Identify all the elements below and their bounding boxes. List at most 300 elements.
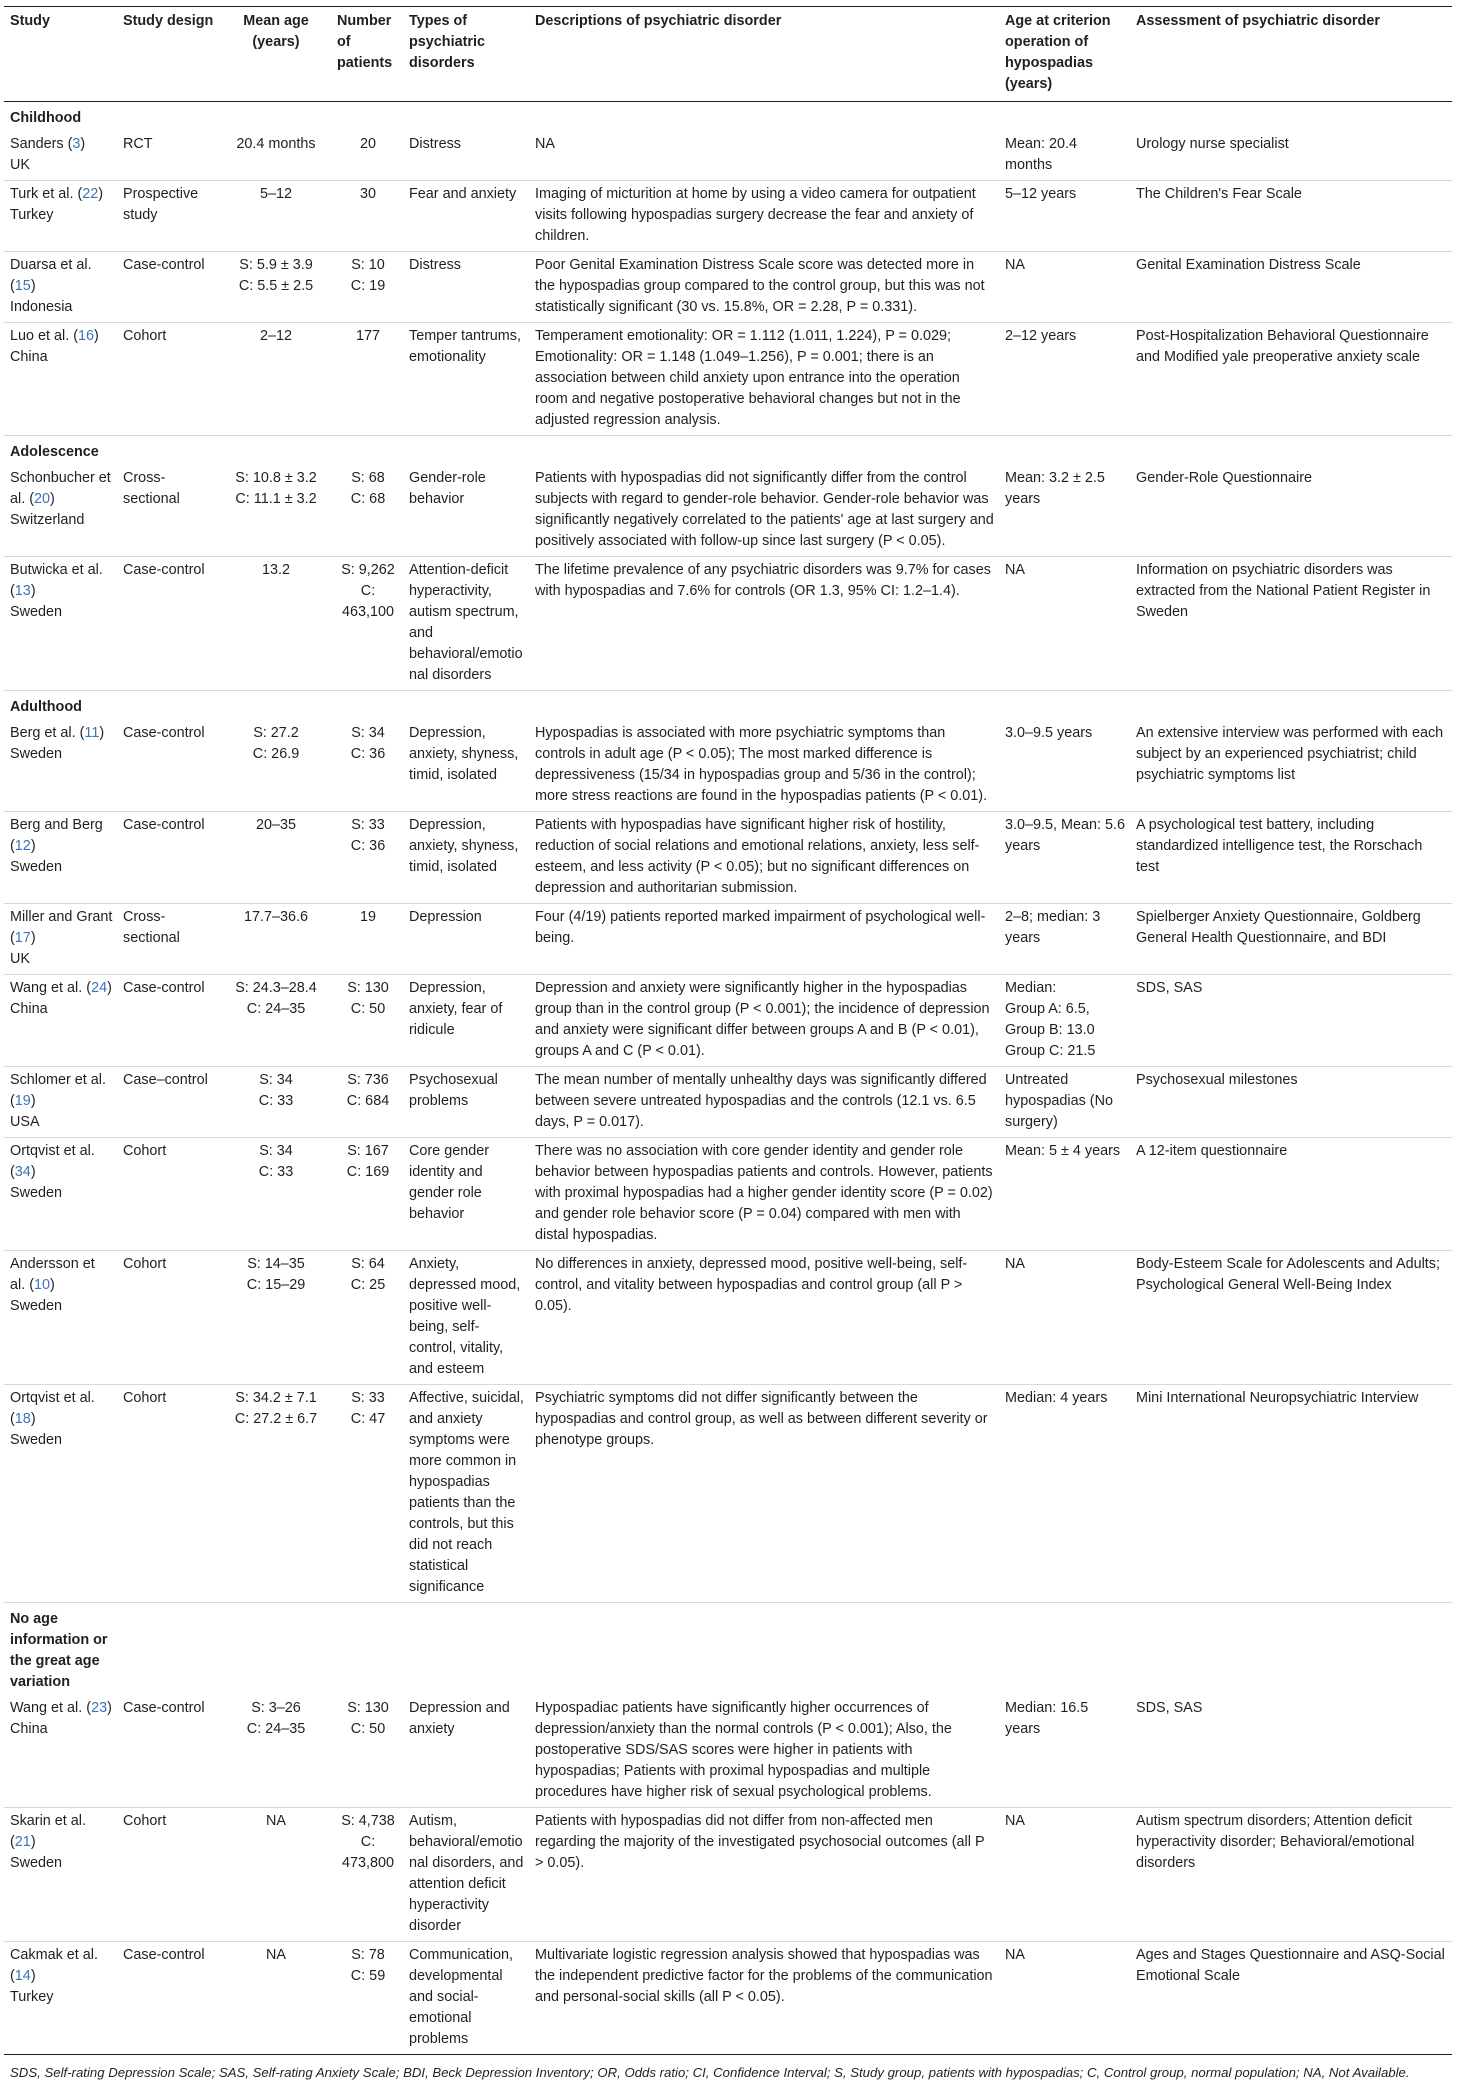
empty-cell (999, 691, 1130, 721)
study-cell (4, 812, 117, 904)
operation-age-cell: Median: 16.5 years (999, 1695, 1130, 1808)
column-header: Descriptions of psychiatric disorder (529, 7, 999, 102)
section-title: Adolescence (10, 444, 99, 460)
column-header: Study (4, 7, 117, 102)
section-row (4, 102, 1452, 132)
study-author: Sanders (10, 136, 64, 152)
empty-cell (999, 102, 1130, 132)
table-footnote: SDS, Self-rating Depression Scale; SAS, Self-rating Anxiety Scale; BDI, Beck Depression Inventory; OR, Odds ratio; CI, Confidence Interval; S, Study group, patients with hypospadias; C, Control group, normal population; NA, Not Available. (10, 2065, 1410, 2080)
mean-age-value: C: 11.1 ± 3.2 (235, 491, 317, 507)
study-country: Switzerland (10, 512, 85, 528)
description-cell: Patients with hypospadias did not significantly differ from the control subjects with regard to gender-role behavior. Gender-role behavior was significantly negatively correlated to the patients' age at last surgery and positively associated with follow-up since last surgery (P < 0.05). (529, 465, 999, 557)
study-author: Luo et al. (10, 328, 70, 344)
mean-age-value: 17.7–36.6 (243, 909, 309, 925)
patients-value: C: 47 (350, 1411, 386, 1427)
column-header: Number of patients (331, 7, 403, 102)
study-design-cell: Cross-sectional (117, 904, 219, 975)
empty-cell (403, 436, 529, 466)
operation-age-cell: Mean: 20.4 months (999, 131, 1130, 181)
study-author: Berg et al. (10, 725, 76, 741)
assessment-cell: A 12-item questionnaire (1130, 1138, 1452, 1251)
table-row (4, 1942, 1452, 2055)
open-paren: ( (10, 1834, 15, 1850)
assessment-cell: An extensive interview was performed with each subject by an experienced psychiatrist; child psychiatric symptoms list (1130, 720, 1452, 812)
open-paren: ( (25, 1277, 34, 1293)
close-paren: ) (50, 1277, 55, 1293)
assessment-cell: A psychological test battery, including standardized intelligence test, the Rorschach test (1130, 812, 1452, 904)
study-cell (4, 557, 117, 691)
patients-value: S: 33 (351, 817, 385, 833)
disorder-types-cell: Depression and anxiety (403, 1695, 529, 1808)
patients-value: 30 (359, 186, 376, 202)
study-author: Skarin et al. (10, 1813, 86, 1829)
empty-cell (1130, 691, 1452, 721)
table-row (4, 1251, 1452, 1385)
study-country: Sweden (10, 1855, 63, 1871)
close-paren: ) (30, 1164, 36, 1180)
patients-value: C: 36 (350, 838, 386, 854)
patients-value: S: 68 (351, 470, 385, 486)
mean-age-cell (219, 812, 331, 904)
close-paren: ) (30, 1968, 36, 1984)
mean-age-cell (219, 720, 331, 812)
disorder-types-cell: Distress (403, 131, 529, 181)
table-row (4, 812, 1452, 904)
mean-age-value: S: 34 (259, 1072, 293, 1088)
section-row (4, 1603, 1452, 1696)
patients-cell (331, 557, 403, 691)
description-cell: Poor Genital Examination Distress Scale score was detected more in the hypospadias group compared to the control group, but this was not statistically significant (30 vs. 15.8%, OR = 2.28, P = 0.331). (529, 252, 999, 323)
close-paren: ) (30, 583, 36, 599)
reference-link[interactable]: 14 (14, 1968, 31, 1984)
operation-age-cell (999, 975, 1130, 1067)
table-row (4, 904, 1452, 975)
operation-age-line: Group C: 21.5 (1005, 1043, 1096, 1059)
assessment-cell: Information on psychiatric disorders was extracted from the National Patient Register in Sweden (1130, 557, 1452, 691)
assessment-cell: SDS, SAS (1130, 975, 1452, 1067)
study-author: Schonbucher et al. (10, 470, 111, 507)
mean-age-value: C: 5.5 ± 2.5 (238, 278, 314, 294)
patients-value: C: 684 (346, 1093, 390, 1109)
disorder-types-cell: Autism, behavioral/emotional disorders, and attention deficit hyperactivity disorder (403, 1808, 529, 1942)
mean-age-cell (219, 557, 331, 691)
close-paren: ) (107, 1700, 112, 1716)
description-cell: Multivariate logistic regression analysis showed that hypospadias was the independent predictive factor for the problems of the communication and personal-social skills (all P < 0.05). (529, 1942, 999, 2055)
description-cell: Hypospadiac patients have significantly higher occurrences of depression/anxiety than the normal controls (P < 0.001); Also, the postoperative SDS/SAS scores were higher in patients with hypospadias; Patients with proximal hypospadias and multiple procedures have higher risk of sexual psychological problems. (529, 1695, 999, 1808)
study-cell (4, 1251, 117, 1385)
study-country: UK (10, 951, 30, 967)
mean-age-value: S: 5.9 ± 3.9 (239, 257, 313, 273)
open-paren: ( (25, 491, 34, 507)
patients-cell (331, 131, 403, 181)
patients-cell (331, 1385, 403, 1603)
study-cell (4, 1942, 117, 2055)
open-paren: ( (10, 1411, 15, 1427)
patients-cell (331, 323, 403, 436)
column-header: Assessment of psychiatric disorder (1130, 7, 1452, 102)
study-author: Turk et al. (10, 186, 74, 202)
section-row (4, 691, 1452, 721)
disorder-types-cell: Depression, anxiety, fear of ridicule (403, 975, 529, 1067)
empty-cell (331, 436, 403, 466)
open-paren: ( (10, 278, 15, 294)
patients-value: C: 19 (350, 278, 386, 294)
empty-cell (1130, 436, 1452, 466)
study-cell (4, 720, 117, 812)
study-design-cell: Cross-sectional (117, 465, 219, 557)
mean-age-value: NA (266, 1813, 286, 1829)
reference-link[interactable]: 19 (14, 1093, 31, 1109)
operation-age-cell: 2–8; median: 3 years (999, 904, 1130, 975)
empty-cell (219, 102, 331, 132)
column-header: Age at criterion operation of hypospadias (years) (999, 7, 1130, 102)
operation-age-line: Median: (1005, 980, 1057, 996)
mean-age-value: C: 24–35 (246, 1721, 306, 1737)
reference-link[interactable]: 24 (91, 980, 108, 996)
column-header: Study design (117, 7, 219, 102)
patients-value: C: 473,800 (341, 1834, 395, 1871)
patients-value: S: 736 (347, 1072, 389, 1088)
study-country: Sweden (10, 604, 63, 620)
patients-cell (331, 1138, 403, 1251)
study-citation (10, 184, 113, 205)
assessment-cell: SDS, SAS (1130, 1695, 1452, 1808)
study-country: Turkey (10, 1989, 54, 2005)
operation-age-cell: 5–12 years (999, 181, 1130, 252)
mean-age-value: S: 10.8 ± 3.2 (235, 470, 317, 486)
description-cell: No differences in anxiety, depressed mood, positive well-being, self-control, and vitality between hypospadias and control group (all P > 0.05). (529, 1251, 999, 1385)
study-author: Wang et al. (10, 980, 83, 996)
assessment-cell: Genital Examination Distress Scale (1130, 252, 1452, 323)
study-citation (10, 255, 113, 297)
study-citation (10, 907, 113, 949)
open-paren: ( (10, 1968, 15, 1984)
operation-age-cell: 3.0–9.5, Mean: 5.6 years (999, 812, 1130, 904)
mean-age-value: S: 34 (259, 1143, 293, 1159)
description-cell: Imaging of micturition at home by using a video camera for outpatient visits following hypospadias surgery decrease the fear and anxiety of children. (529, 181, 999, 252)
close-paren: ) (30, 1093, 36, 1109)
assessment-cell: Gender-Role Questionnaire (1130, 465, 1452, 557)
study-country: China (10, 349, 48, 365)
mean-age-cell (219, 131, 331, 181)
reference-link[interactable]: 10 (34, 1277, 51, 1293)
table-row (4, 1138, 1452, 1251)
open-paren: ( (10, 583, 15, 599)
table-row (4, 465, 1452, 557)
table-row (4, 975, 1452, 1067)
empty-cell (999, 1603, 1130, 1696)
table-row (4, 1385, 1452, 1603)
description-cell: Patients with hypospadias did not differ from non-affected men regarding the majority of the investigated psychosocial outcomes (all P > 0.05). (529, 1808, 999, 1942)
description-cell: Patients with hypospadias have significant higher risk of hostility, reduction of social relations and emotional relations, anxiety, less self-esteem, and less activity (P < 0.05); but no significant differences on depression and authoritarian submission. (529, 812, 999, 904)
operation-age-cell: NA (999, 252, 1130, 323)
study-author: Andersson et al. (10, 1256, 95, 1293)
mean-age-value: 13.2 (261, 562, 290, 578)
open-paren: ( (75, 725, 85, 741)
operation-age-cell: NA (999, 1808, 1130, 1942)
close-paren: ) (107, 980, 112, 996)
study-cell (4, 975, 117, 1067)
study-design-cell: Case-control (117, 557, 219, 691)
assessment-cell: Mini International Neuropsychiatric Interview (1130, 1385, 1452, 1603)
patients-value: C: 50 (350, 1721, 386, 1737)
assessment-cell: Ages and Stages Questionnaire and ASQ-Social Emotional Scale (1130, 1942, 1452, 2055)
patients-cell (331, 975, 403, 1067)
description-cell: Depression and anxiety were significantly higher in the hypospadias group than in the control group (P < 0.001); the incidence of depression and anxiety were significant differ between groups A and B (P < 0.01), groups A and C (P < 0.01). (529, 975, 999, 1067)
study-citation (10, 723, 113, 744)
study-citation (10, 326, 113, 347)
study-country: USA (10, 1114, 40, 1130)
study-citation (10, 134, 113, 155)
column-header: Types of psychiatric disorders (403, 7, 529, 102)
patients-cell (331, 1251, 403, 1385)
study-citation (10, 815, 113, 857)
study-country: UK (10, 157, 30, 173)
reference-link[interactable]: 21 (14, 1834, 31, 1850)
patients-value: C: 68 (350, 491, 386, 507)
patients-cell (331, 812, 403, 904)
patients-value: S: 33 (351, 1390, 385, 1406)
operation-age-cell: Mean: 3.2 ± 2.5 years (999, 465, 1130, 557)
study-cell (4, 181, 117, 252)
reference-link[interactable]: 23 (91, 1700, 108, 1716)
reference-link[interactable]: 13 (14, 583, 31, 599)
open-paren: ( (63, 136, 73, 152)
open-paren: ( (82, 1700, 92, 1716)
disorder-types-cell: Affective, suicidal, and anxiety symptoms were more common in hypospadias patients than the controls, but this did not reach statistical significance (403, 1385, 529, 1603)
empty-cell (117, 102, 219, 132)
patients-cell (331, 1808, 403, 1942)
empty-cell (219, 436, 331, 466)
empty-cell (219, 691, 331, 721)
study-design-cell: Cohort (117, 1808, 219, 1942)
empty-cell (117, 436, 219, 466)
study-design-cell: Cohort (117, 1385, 219, 1603)
empty-cell (529, 102, 999, 132)
patients-cell (331, 1067, 403, 1138)
assessment-cell: Psychosexual milestones (1130, 1067, 1452, 1138)
mean-age-value: C: 24–35 (246, 1001, 306, 1017)
operation-age-cell: 3.0–9.5 years (999, 720, 1130, 812)
mean-age-value: S: 27.2 (253, 725, 299, 741)
study-design-cell: RCT (117, 131, 219, 181)
patients-cell (331, 1695, 403, 1808)
patients-cell (331, 252, 403, 323)
open-paren: ( (10, 838, 15, 854)
mean-age-value: C: 27.2 ± 6.7 (234, 1411, 318, 1427)
mean-age-cell (219, 975, 331, 1067)
mean-age-value: NA (266, 1947, 286, 1963)
disorder-types-cell: Anxiety, depressed mood, positive well-being, self-control, vitality, and esteem (403, 1251, 529, 1385)
study-cell (4, 323, 117, 436)
patients-cell (331, 1942, 403, 2055)
patients-cell (331, 720, 403, 812)
study-citation (10, 1811, 113, 1853)
studies-table (4, 6, 1452, 2055)
mean-age-cell (219, 465, 331, 557)
study-citation (10, 468, 113, 510)
mean-age-cell (219, 1138, 331, 1251)
reference-link[interactable]: 17 (14, 930, 31, 946)
description-cell: The mean number of mentally unhealthy days was significantly differed between severe untreated hypospadias and the controls (12.1 vs. 6.5 days, P = 0.017). (529, 1067, 999, 1138)
mean-age-value: C: 26.9 (252, 746, 300, 762)
description-cell: Psychiatric symptoms did not differ significantly between the hypospadias and control group, as well as between different severity or phenotype groups. (529, 1385, 999, 1603)
description-cell: There was no association with core gender identity and gender role behavior between hypospadias patients and controls. However, patients with proximal hypospadias had a higher gender identity score (P = 0.02) and gender role behavior score (P = 0.04) compared with men with distal hypospadias. (529, 1138, 999, 1251)
reference-link[interactable]: 18 (14, 1411, 31, 1427)
assessment-cell: Autism spectrum disorders; Attention deficit hyperactivity disorder; Behavioral/emotional disorders (1130, 1808, 1452, 1942)
disorder-types-cell: Attention-deficit hyperactivity, autism spectrum, and behavioral/emotional disorders (403, 557, 529, 691)
table-row (4, 1695, 1452, 1808)
operation-age-cell: Untreated hypospadias (No surgery) (999, 1067, 1130, 1138)
operation-age-line: Group A: 6.5, (1005, 1001, 1090, 1017)
study-design-cell: Prospective study (117, 181, 219, 252)
description-cell: Four (4/19) patients reported marked impairment of psychological well-being. (529, 904, 999, 975)
patients-value: C: 59 (350, 1968, 386, 1984)
mean-age-value: C: 33 (258, 1093, 294, 1109)
study-design-cell: Case–control (117, 1067, 219, 1138)
study-author: Schlomer et al. (10, 1072, 106, 1088)
patients-value: 19 (359, 909, 376, 925)
operation-age-cell: NA (999, 1251, 1130, 1385)
open-paren: ( (10, 930, 15, 946)
operation-age-cell: Mean: 5 ± 4 years (999, 1138, 1130, 1251)
reference-link[interactable]: 20 (34, 491, 51, 507)
empty-cell (403, 691, 529, 721)
patients-value: C: 25 (350, 1277, 386, 1293)
study-country: Sweden (10, 1298, 63, 1314)
study-design-cell: Cohort (117, 323, 219, 436)
operation-age-line: Group B: 13.0 (1005, 1022, 1095, 1038)
reference-link[interactable]: 15 (14, 278, 31, 294)
study-design-cell: Case-control (117, 812, 219, 904)
table-row (4, 720, 1452, 812)
operation-age-cell: NA (999, 1942, 1130, 2055)
empty-cell (529, 1603, 999, 1696)
empty-cell (117, 691, 219, 721)
mean-age-cell (219, 1067, 331, 1138)
patients-value: C: 169 (346, 1164, 390, 1180)
mean-age-cell (219, 323, 331, 436)
close-paren: ) (30, 278, 36, 294)
mean-age-cell (219, 1385, 331, 1603)
study-cell (4, 252, 117, 323)
assessment-cell: Body-Esteem Scale for Adolescents and Adults; Psychological General Well-Being Index (1130, 1251, 1452, 1385)
empty-cell (331, 1603, 403, 1696)
reference-link[interactable]: 16 (78, 328, 95, 344)
mean-age-value: 20–35 (255, 817, 297, 833)
study-design-cell: Case-control (117, 252, 219, 323)
mean-age-value: 5–12 (259, 186, 292, 202)
close-paren: ) (98, 186, 104, 202)
study-citation (10, 1141, 113, 1183)
study-country: Sweden (10, 1185, 63, 1201)
mean-age-value: S: 14–35 (247, 1256, 305, 1272)
study-author: Berg and Berg (10, 817, 103, 833)
patients-cell (331, 904, 403, 975)
empty-cell (1130, 1603, 1452, 1696)
patients-value: C: 50 (350, 1001, 386, 1017)
table-row (4, 181, 1452, 252)
mean-age-value: C: 15–29 (246, 1277, 306, 1293)
patients-value: S: 167 (347, 1143, 389, 1159)
open-paren: ( (82, 980, 92, 996)
empty-cell (403, 1603, 529, 1696)
study-citation (10, 1945, 113, 1987)
study-citation (10, 560, 113, 602)
patients-cell (331, 465, 403, 557)
table-row (4, 131, 1452, 181)
patients-value: S: 10 (351, 257, 385, 273)
disorder-types-cell: Gender-role behavior (403, 465, 529, 557)
mean-age-value: S: 34.2 ± 7.1 (235, 1390, 317, 1406)
close-paren: ) (94, 328, 99, 344)
patients-value: C: 36 (350, 746, 386, 762)
study-citation (10, 1698, 113, 1719)
study-cell (4, 131, 117, 181)
description-cell: NA (529, 131, 999, 181)
patients-value: 20 (359, 136, 376, 152)
study-design-cell: Cohort (117, 1251, 219, 1385)
reference-link[interactable]: 12 (14, 838, 31, 854)
mean-age-cell (219, 252, 331, 323)
mean-age-cell (219, 1808, 331, 1942)
close-paren: ) (30, 930, 36, 946)
disorder-types-cell: Communication, developmental and social-emotional problems (403, 1942, 529, 2055)
empty-cell (529, 436, 999, 466)
patients-value: C: 463,100 (341, 583, 395, 620)
patients-value: S: 130 (347, 980, 389, 996)
table-body (4, 102, 1452, 2055)
study-author: Miller and Grant (10, 909, 113, 925)
assessment-cell: Urology nurse specialist (1130, 131, 1452, 181)
description-cell: The lifetime prevalence of any psychiatric disorders was 9.7% for cases with hypospadias and 7.6% for controls (OR 1.3, 95% CI: 1.2–1.4). (529, 557, 999, 691)
mean-age-cell (219, 1251, 331, 1385)
study-design-cell: Case-control (117, 1695, 219, 1808)
section-title: No age information or the great age variation (10, 1611, 108, 1690)
study-cell (4, 1808, 117, 1942)
reference-link[interactable]: 11 (84, 725, 100, 741)
table-row (4, 1067, 1452, 1138)
reference-link[interactable]: 3 (72, 136, 81, 152)
reference-link[interactable]: 34 (14, 1164, 31, 1180)
study-country: Sweden (10, 746, 63, 762)
study-author: Wang et al. (10, 1700, 83, 1716)
study-citation (10, 1388, 113, 1430)
disorder-types-cell: Depression, anxiety, shyness, timid, isolated (403, 720, 529, 812)
disorder-types-cell: Temper tantrums, emotionality (403, 323, 529, 436)
study-cell (4, 1067, 117, 1138)
section-title: Childhood (10, 110, 82, 126)
section-row (4, 436, 1452, 466)
empty-cell (331, 691, 403, 721)
patients-cell (331, 181, 403, 252)
study-design-cell: Cohort (117, 1138, 219, 1251)
close-paren: ) (80, 136, 86, 152)
empty-cell (999, 436, 1130, 466)
study-country: Turkey (10, 207, 54, 223)
description-cell: Hypospadias is associated with more psychiatric symptoms than controls in adult age (P < 0.05); The most marked difference is depressiveness (15/34 in hypospadias group and 5/36 in the control); more stress reactions are found in the hypospadias patients (P < 0.01). (529, 720, 999, 812)
empty-cell (331, 102, 403, 132)
open-paren: ( (69, 328, 79, 344)
patients-value: S: 9,262 (341, 562, 395, 578)
close-paren: ) (30, 1411, 36, 1427)
study-cell (4, 1695, 117, 1808)
disorder-types-cell: Fear and anxiety (403, 181, 529, 252)
reference-link[interactable]: 22 (82, 186, 99, 202)
description-cell: Temperament emotionality: OR = 1.112 (1.011, 1.224), P = 0.029; Emotionality: OR = 1.148 (1.049–1.256), P = 0.001; there is an association between child anxiety upon entrance into the operation room and negative postoperative behavioral changes but not in the adjusted regression analysis. (529, 323, 999, 436)
patients-value: S: 4,738 (341, 1813, 395, 1829)
empty-cell (403, 102, 529, 132)
